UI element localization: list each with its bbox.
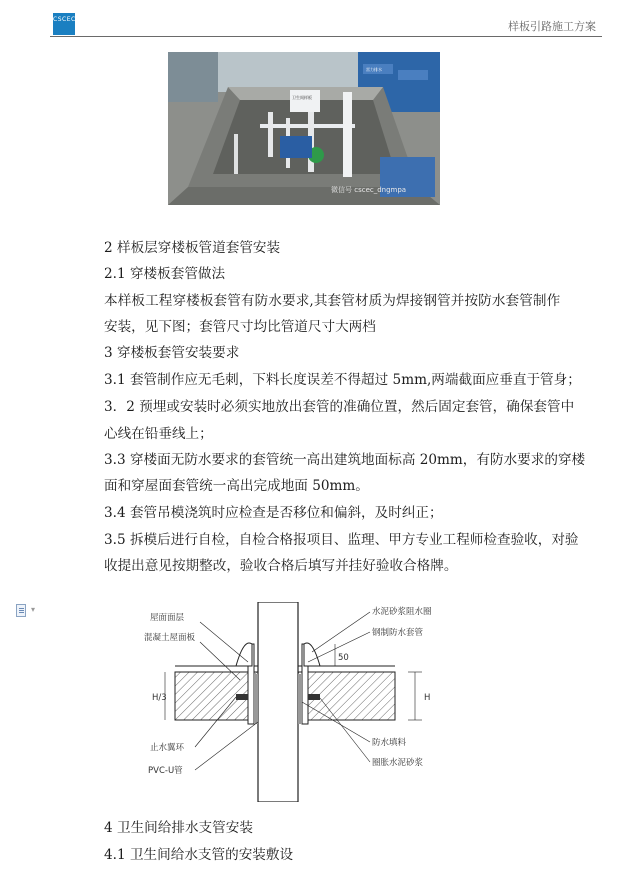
heading-section-3: 3 穿楼板套管安装要求	[104, 345, 240, 361]
paragraph-line: 3.1 套管制作应无毛刺，下料长度误差不得超过 5mm,两端截面应垂直于管身；	[104, 372, 581, 388]
dimension-h3: H/3	[152, 693, 167, 703]
logo-text: CSCEC	[53, 16, 76, 23]
paragraph-line: 收提出意见按期整改，验收合格后填写并挂好验收合格牌。	[104, 558, 458, 574]
label-water-stop-ring: 止水翼环	[150, 743, 185, 753]
heading-section-4: 4 卫生间给排水支管安装	[104, 820, 253, 836]
company-logo	[53, 13, 75, 35]
paragraph-line: 心线在铅垂线上；	[104, 426, 213, 442]
paragraph-line: 安装，见下图；套管尺寸均比管道尺寸大两档	[104, 319, 376, 335]
photo-sign-1: 卫生间样板	[292, 95, 312, 100]
dimension-h: H	[424, 693, 431, 703]
paragraph-line: 3.4 套管吊模浇筑时应检查是否移位和偏斜，及时纠正；	[104, 505, 443, 521]
heading-section-2: 2 样板层穿楼板管道套管安装	[104, 240, 281, 256]
label-mortar-ring: 水泥砂浆阻水圈	[372, 607, 432, 617]
chevron-down-icon[interactable]: ▾	[31, 605, 36, 614]
paragraph-line: 面和穿屋面套管统一高出完成地面 50mm。	[104, 478, 369, 494]
paragraph-line: 本样板工程穿楼板套管有防水要求,其套管材质为焊接钢管并按防水套管制作	[104, 293, 561, 309]
header-divider	[50, 36, 602, 37]
heading-section-4-1: 4.1 卫生间给水支管的安装敷设	[104, 847, 294, 863]
label-roof-layer: 屋面面层	[150, 613, 185, 623]
label-expansive-mortar: 圈胀水泥砂浆	[372, 758, 424, 768]
casing-diagram	[140, 602, 450, 802]
photo-sign-2: 雷力排水	[366, 67, 382, 72]
header-title: 样板引路施工方案	[508, 20, 596, 33]
paragraph-line: 3.5 拆模后进行自检，自检合格报项目、监理、甲方专业工程师检查验收，对验	[104, 532, 579, 548]
photo-watermark: 微信号 cscec_dngmpa	[331, 186, 407, 194]
label-concrete-slab: 混凝土屋面板	[144, 633, 196, 643]
label-waterproof-filler: 防水填料	[372, 738, 407, 748]
paragraph-line: 3.3 穿楼面无防水要求的套管统一高出建筑地面标高 20mm，有防水要求的穿楼	[104, 452, 586, 468]
dimension-50: 50	[338, 653, 349, 663]
document-icon[interactable]	[16, 604, 26, 617]
sample-photo	[168, 52, 440, 205]
paragraph-line: 3．2 预埋或安装时必须实地放出套管的准确位置，然后固定套管，确保套管中	[104, 399, 575, 415]
heading-section-2-1: 2.1 穿楼板套管做法	[104, 266, 226, 282]
label-steel-casing: 钢制防水套管	[372, 628, 424, 638]
label-pvc-pipe: PVC-U管	[148, 766, 183, 776]
